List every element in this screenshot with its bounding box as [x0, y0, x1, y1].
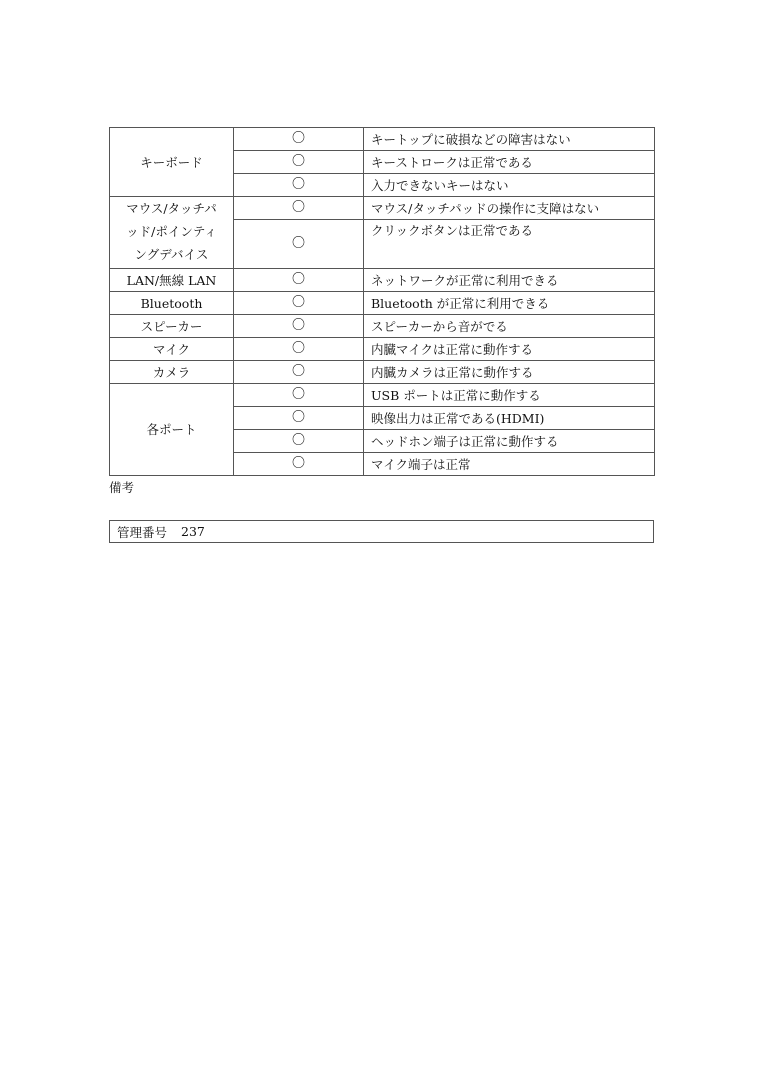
table-row	[110, 197, 655, 220]
table-row	[110, 269, 655, 292]
check-mark: 〇	[234, 151, 364, 174]
remarks-label: 備考	[109, 480, 135, 495]
management-number: 237	[181, 524, 205, 539]
category-mic: マイク	[110, 338, 234, 361]
check-mark: 〇	[234, 384, 364, 407]
check-item: キーストロークは正常である	[364, 151, 655, 174]
check-item: ヘッドホン端子は正常に動作する	[364, 430, 655, 453]
check-item: USB ポートは正常に動作する	[364, 384, 655, 407]
check-mark: 〇	[234, 174, 364, 197]
check-mark: 〇	[234, 269, 364, 292]
category-bluetooth: Bluetooth	[110, 292, 234, 315]
inspection-checklist-table	[109, 127, 655, 476]
check-mark: 〇	[234, 220, 364, 269]
category-mouse	[110, 197, 234, 269]
check-mark: 〇	[234, 338, 364, 361]
check-mark: 〇	[234, 128, 364, 151]
check-mark: 〇	[234, 430, 364, 453]
check-item: 入力できないキーはない	[364, 174, 655, 197]
category-line: マウス/タッチパ	[126, 201, 217, 217]
check-item: スピーカーから音がでる	[364, 315, 655, 338]
check-item: Bluetooth が正常に利用できる	[364, 292, 655, 315]
management-number-box	[109, 520, 654, 543]
check-item: 内臓カメラは正常に動作する	[364, 361, 655, 384]
category-lan: LAN/無線 LAN	[110, 269, 234, 292]
category-camera: カメラ	[110, 361, 234, 384]
check-item: マイク端子は正常	[364, 453, 655, 476]
check-item: キートップに破損などの障害はない	[364, 128, 655, 151]
table-row	[110, 361, 655, 384]
check-mark: 〇	[234, 292, 364, 315]
management-label: 管理番号	[117, 524, 168, 540]
category-line: ングデバイス	[134, 246, 209, 262]
check-item: ネットワークが正常に利用できる	[364, 269, 655, 292]
category-speaker: スピーカー	[110, 315, 234, 338]
check-mark: 〇	[234, 407, 364, 430]
check-mark: 〇	[234, 315, 364, 338]
check-item: 内臓マイクは正常に動作する	[364, 338, 655, 361]
table-row	[110, 128, 655, 151]
table-row	[110, 384, 655, 407]
category-keyboard: キーボード	[110, 128, 234, 197]
check-item: 映像出力は正常である(HDMI)	[364, 407, 655, 430]
table-row	[110, 338, 655, 361]
table-row	[110, 292, 655, 315]
check-mark: 〇	[234, 197, 364, 220]
table-row	[110, 315, 655, 338]
check-mark: 〇	[234, 453, 364, 476]
check-mark: 〇	[234, 361, 364, 384]
category-ports: 各ポート	[110, 384, 234, 476]
check-item: クリックボタンは正常である	[364, 220, 655, 269]
category-line: ッド/ポインティ	[126, 224, 217, 240]
check-item: マウス/タッチパッドの操作に支障はない	[364, 197, 655, 220]
